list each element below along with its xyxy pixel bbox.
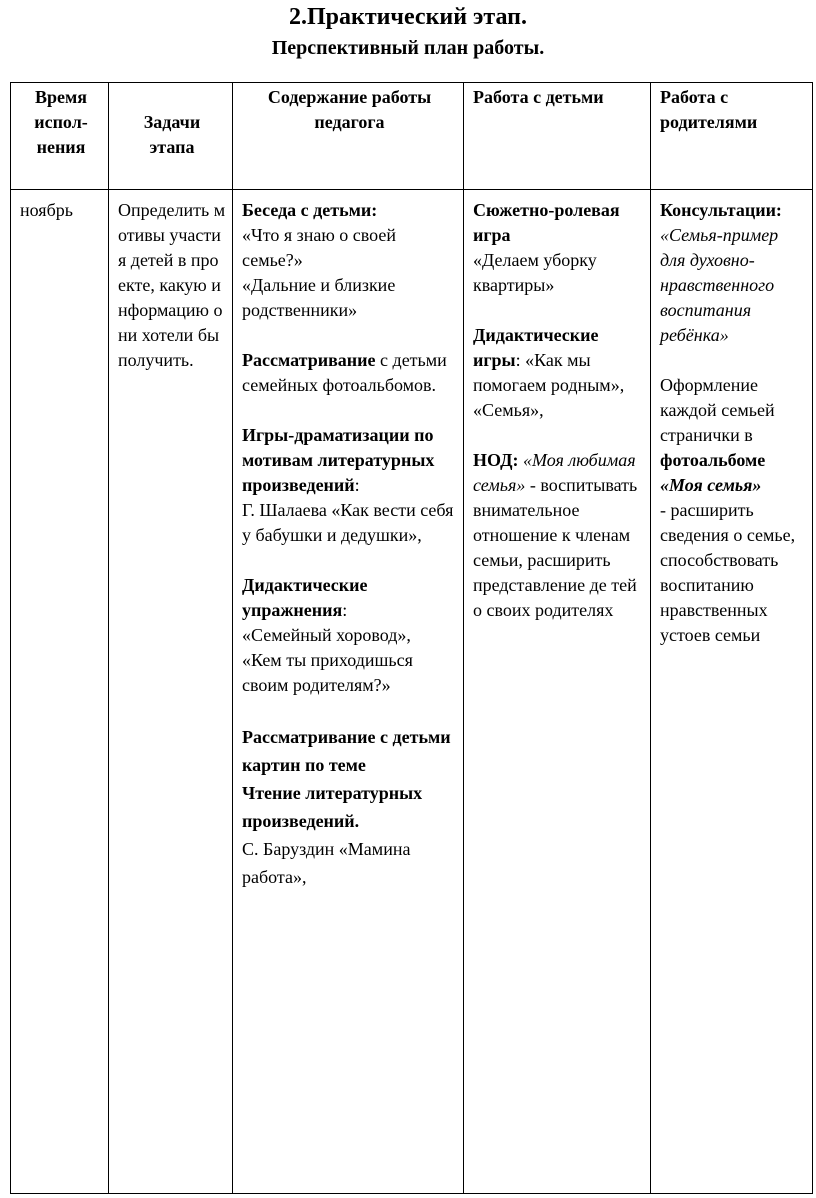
kids-nod: НОД: «Моя любимая семья» - воспитывать внимательное отношение к членам семьи, расширить представление де тей о своих родителях: [473, 450, 638, 620]
content-exercises: Дидактические упражнения: «Семейный хоровод», «Кем ты приходишься своим родителям?»: [242, 575, 413, 695]
header-kids: Работа с детьми: [464, 83, 651, 190]
cell-tasks: [109, 190, 233, 1194]
header-parents: Работа с родителями: [651, 83, 813, 190]
parents-album: Оформление каждой семьей странички в фотоальбоме «Моя семья» - расширить сведения о семье, способствовать воспитанию нравственных устоев семьи: [660, 375, 796, 645]
plan-table: [10, 82, 813, 1194]
content-viewing: Рассматривание с детьми семейных фотоальбомов.: [242, 350, 447, 395]
header-time: Время испол- нения: [11, 83, 109, 190]
kids-roleplay: Сюжетно-ролевая игра «Делаем уборку квартиры»: [473, 200, 620, 295]
parents-consultation: Консультации: «Семья-пример для духовно-нравственного воспитания ребёнка»: [660, 200, 782, 345]
cell-parents: [651, 190, 813, 1194]
cell-kids: [464, 190, 651, 1194]
tasks-text: Определить мотивы участия детей в проекте, какую информацию они хотели бы получить.: [118, 200, 226, 370]
page-subtitle: Перспективный план работы.: [271, 37, 545, 59]
content-drama: Игры-драматизации по мотивам литературных произведений: Г. Шалаева «Как вести себя у бабушки и дедушки»,: [242, 425, 454, 545]
time-value: ноябрь: [20, 200, 73, 220]
table-row: [11, 190, 813, 1194]
cell-time: [11, 190, 109, 1194]
cell-content: [233, 190, 464, 1194]
header-content: Содержание работы педагога: [233, 83, 464, 190]
content-conversation: Беседа с детьми: «Что я знаю о своей семье?» «Дальние и близкие родственники»: [242, 200, 396, 320]
page-title: 2.Практический этап.: [288, 4, 528, 30]
table-header-row: [11, 83, 813, 190]
kids-didactic: Дидактические игры: «Как мы помогаем родным», «Семья»,: [473, 325, 625, 420]
content-pictures-reading: Рассматривание с детьми картин по теме Чтение литературных произведений. С. Баруздин «Мамина работа»,: [242, 727, 451, 887]
header-tasks: Задачи этапа: [109, 83, 233, 190]
